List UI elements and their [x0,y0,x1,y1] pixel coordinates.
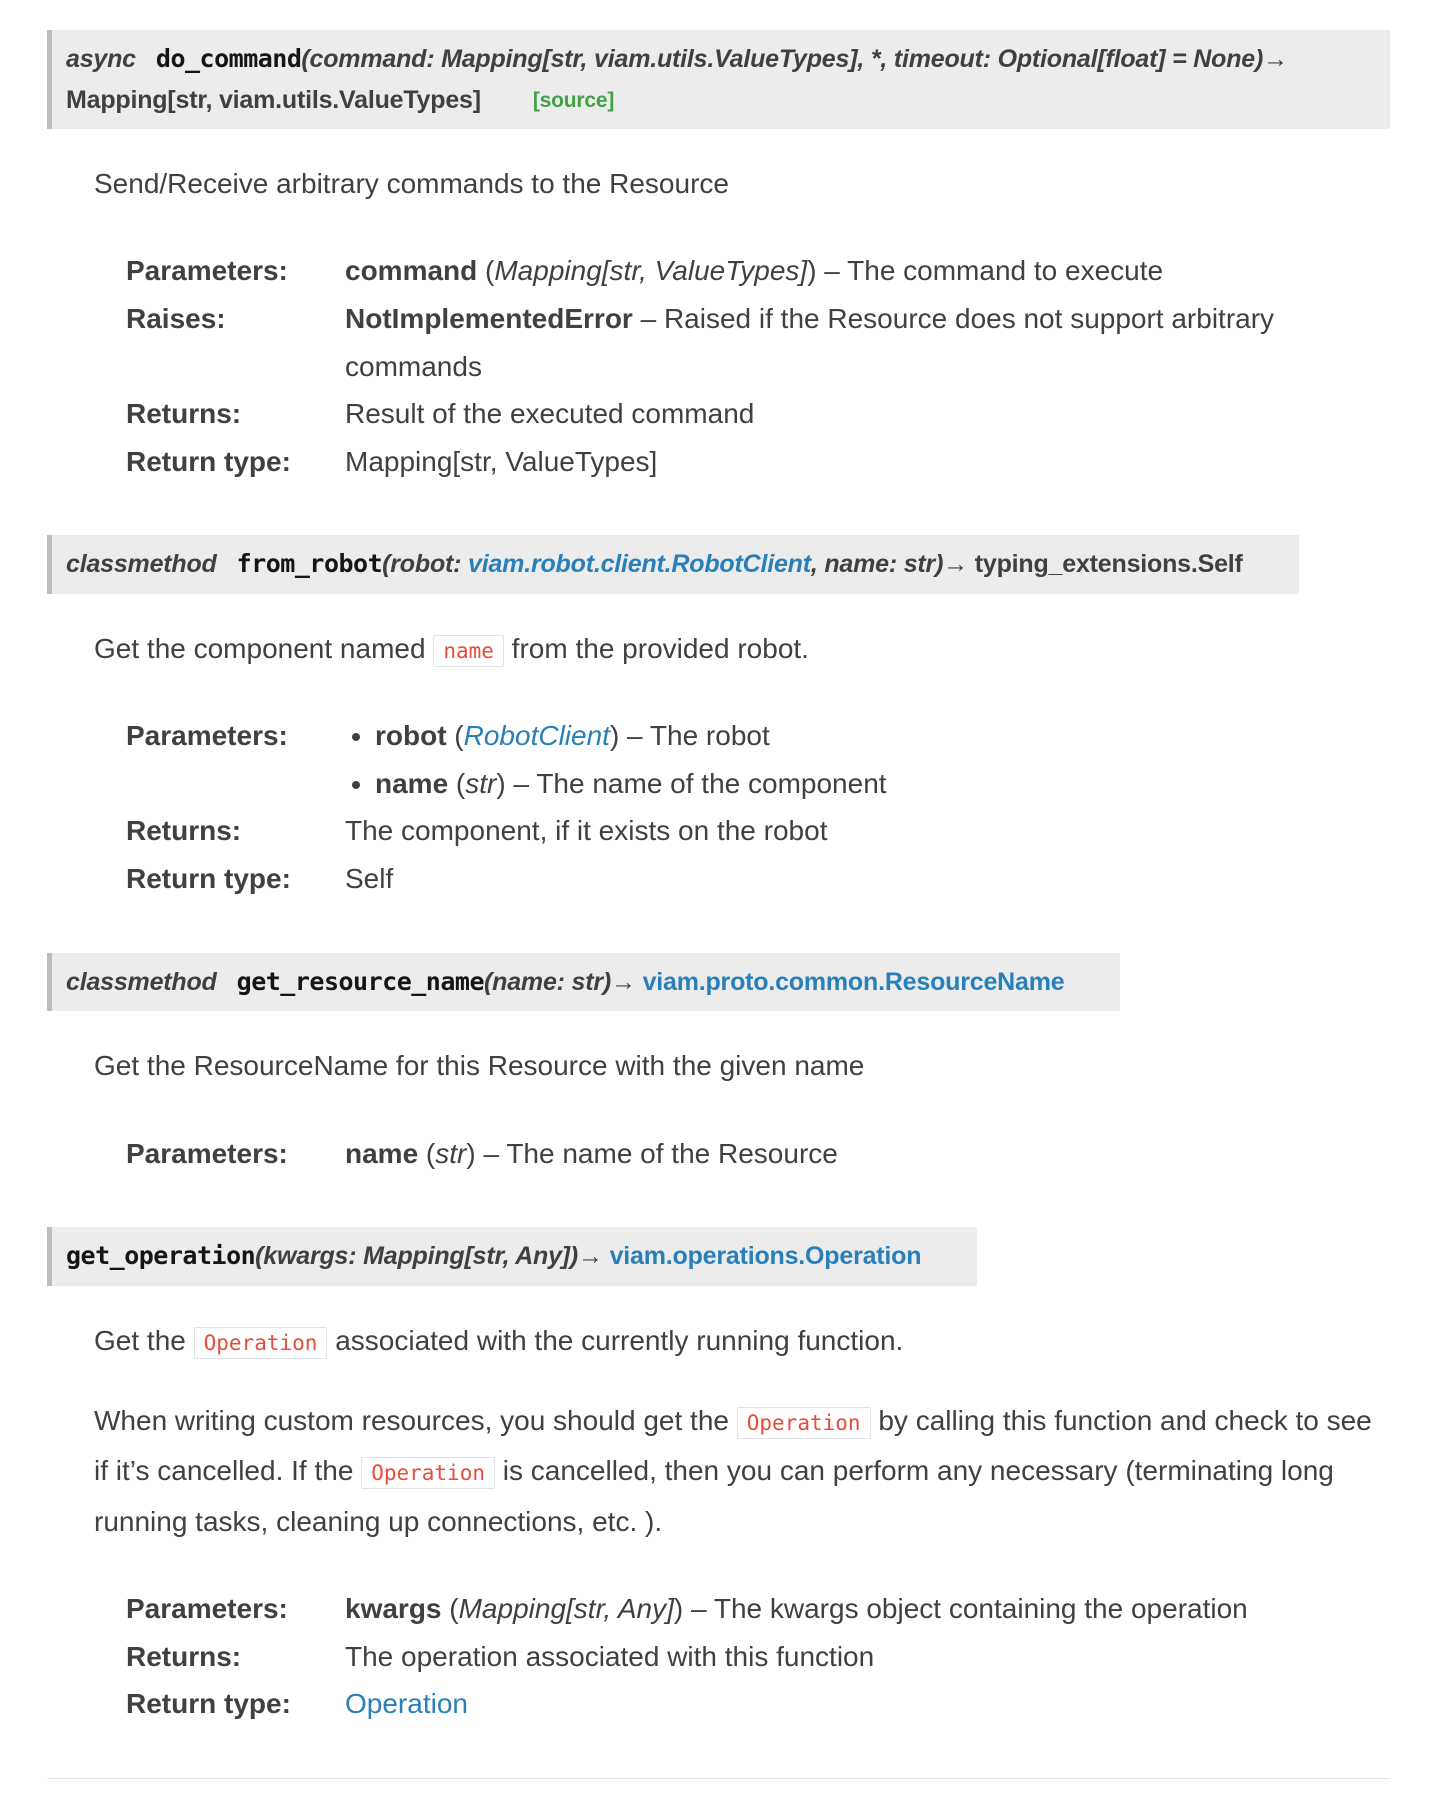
text-segment: (kwargs: Mapping[str, Any]) [255,1242,579,1271]
text-segment: name [375,767,449,799]
field-row [126,390,1390,438]
text-segment: ( [477,255,495,287]
description-paragraph [94,1316,1390,1366]
field-value [345,390,1390,438]
text-segment: NotImplementedError [345,302,633,334]
text-segment: robot [375,720,447,752]
field-value [345,247,1390,295]
text-segment: Mapping[str, ValueTypes] [345,445,658,477]
text-segment: ) – The name of the component [496,767,887,799]
field-label: Raises: [126,302,226,334]
field-value [345,1585,1390,1633]
text-segment: When writing custom resources, you should get the [94,1405,737,1436]
text-segment: The operation associated with this function [345,1640,875,1672]
method-doc-get_operation [47,1227,1390,1728]
text-segment: Get the [94,1324,194,1356]
text-segment: str [435,1137,467,1169]
method-signature [47,1227,977,1286]
field-row [126,247,1390,295]
text-segment: Send/Receive arbitrary commands to the Resource [94,168,729,199]
text-segment: classmethod [66,967,217,996]
method-body [94,159,1390,485]
text-segment: (robot: [382,550,469,579]
type-link[interactable]: viam.operations.Operation [609,1242,922,1271]
field-row [126,1633,1390,1681]
text-segment: name [345,1137,419,1169]
field-label: Return type: [126,1688,291,1720]
text-segment: ( [448,767,466,799]
field-row [126,1585,1390,1633]
text-segment: → [611,967,643,996]
field-row [126,1130,1390,1178]
method-body [94,1316,1390,1728]
field-value [345,712,1390,807]
field-label: Returns: [126,815,242,847]
field-label: Parameters: [126,1137,288,1169]
field-row [126,855,1390,903]
description-paragraph [94,624,1390,674]
field-label: Parameters: [126,1593,288,1625]
text-segment: from the provided robot. [503,632,809,664]
field-value [345,807,1390,855]
text-segment: , name: str) [810,550,944,579]
text-segment: (command: Mapping[str, viam.utils.ValueTypes], *, timeout: Optional[float] = None) [301,45,1264,73]
description-paragraph [94,159,1390,209]
text-segment: (name: str) [484,967,612,996]
text-segment: Self [345,863,394,895]
text-segment: → [578,1242,610,1271]
inline-code: Operation [361,1457,495,1489]
field-row [126,438,1390,486]
text-segment: command [345,255,478,287]
field-value [345,1680,1390,1728]
text-segment: ( [446,720,464,752]
field-value [345,295,1390,390]
text-segment: do_command [155,44,302,73]
field-label: Parameters: [126,255,288,287]
api-method-list [47,30,1390,1728]
text-segment: ) – The robot [609,720,770,752]
method-body [94,624,1390,903]
text-segment: ( [441,1593,459,1625]
field-label: Returns: [126,398,242,430]
text-segment: ( [418,1137,436,1169]
text-segment: str [465,767,497,799]
method-doc-from_robot [47,535,1390,902]
text-segment: → Mapping[str, viam.utils.ValueTypes] [66,45,1288,114]
field-list [126,247,1390,485]
text-segment: The component, if it exists on the robot [345,815,828,847]
text-segment: from_robot [236,549,383,579]
field-label: Returns: [126,1640,242,1672]
text-segment: Get the ResourceName for this Resource with the given name [94,1050,865,1082]
field-list [126,1130,1390,1178]
type-link[interactable]: viam.proto.common.ResourceName [642,967,1065,996]
field-label: Parameters: [126,720,288,752]
text-segment: Mapping[str, Any] [458,1593,674,1625]
text-segment: ) – The name of the Resource [466,1137,838,1169]
text-segment: → typing_extensions.Self [943,550,1243,579]
inline-code: Operation [194,1327,328,1359]
field-list [126,1585,1390,1728]
method-signature [47,953,1120,1012]
text-segment: ) – The command to execute [807,255,1164,287]
description-paragraph [94,1396,1390,1547]
description-paragraph [94,1041,1390,1091]
method-signature [47,30,1390,129]
method-doc-get_resource_name [47,953,1390,1177]
type-link[interactable]: Operation [345,1688,468,1720]
text-segment: kwargs [345,1593,442,1625]
parameter-item [375,760,1390,808]
bottom-divider [47,1778,1390,1779]
field-value [345,1633,1390,1681]
field-row [126,712,1390,807]
field-value [345,438,1390,486]
text-segment: – Raised if the Resource does not support arbitrary commands [345,302,1275,382]
inline-code: Operation [737,1407,871,1439]
text-segment: get_operation [66,1241,256,1271]
text-segment: Mapping[str, ValueTypes] [494,255,808,287]
text-segment: by calling this function and check to see if it’s cancelled. If the [94,1405,1372,1487]
inline-code: name [433,635,504,667]
field-row [126,1680,1390,1728]
field-row [126,807,1390,855]
text-segment: Get the component named [94,632,434,664]
method-doc-do_command [47,30,1390,485]
field-list [126,712,1390,902]
type-link[interactable]: viam.robot.client.RobotClient [468,550,811,579]
parameter-list [345,712,1390,807]
text-segment: is cancelled, then you can perform any necessary (terminating long running tasks, cleaning up connections, etc. ). [94,1455,1334,1537]
field-label: Return type: [126,445,291,477]
field-label: Return type: [126,863,291,895]
text-segment: associated with the currently running function. [327,1324,904,1356]
source-link[interactable]: [source] [532,88,615,112]
text-segment: Result of the executed command [345,398,755,430]
text-segment: async [66,45,136,73]
field-value [345,855,1390,903]
text-segment: classmethod [66,550,217,579]
method-body [94,1041,1390,1177]
text-segment: ) – The kwargs object containing the operation [673,1593,1248,1625]
method-signature [47,535,1299,594]
field-value [345,1130,1390,1178]
text-segment: get_resource_name [236,966,485,996]
parameter-item [375,712,1390,760]
field-row [126,295,1390,390]
type-link[interactable]: RobotClient [463,720,610,752]
